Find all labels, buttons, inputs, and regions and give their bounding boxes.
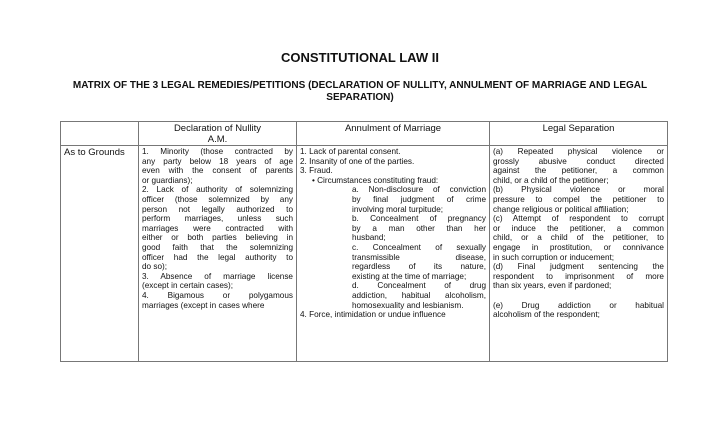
cell-line: regardless of its nature,	[352, 262, 486, 272]
cell-line: 2. Lack of authority of solemnizing	[142, 185, 293, 195]
cell-line: by final judgment of crime	[352, 194, 486, 204]
cell-line: husband;	[352, 233, 386, 243]
cell-line: (except in certain cases);	[142, 281, 234, 291]
cell-annulment-grounds	[297, 146, 490, 362]
cell-line	[493, 291, 664, 301]
cell-line: addiction, habitual alcoholism,	[352, 290, 486, 300]
cell-line: or induce the petitioner, a common	[493, 223, 664, 233]
cell-line: d. Concealment of drug	[352, 281, 486, 291]
header-nullity-title: Declaration of Nullity	[173, 123, 262, 134]
cell-line: • Circumstances constituting fraud:	[312, 175, 439, 185]
header-annulment-of-marriage: Annulment of Marriage	[297, 122, 490, 146]
cell-line: (e) Drug addiction or habitual	[493, 300, 664, 310]
header-nullity-subtitle: A.M.	[207, 134, 228, 145]
cell-line: 2. Insanity of one of the parties.	[300, 156, 415, 166]
header-row	[61, 122, 668, 146]
cell-line: a. Non-disclosure of conviction	[352, 185, 486, 195]
cell-line: 4. Bigamous or polygamous	[142, 290, 293, 300]
cell-line: child, or a child of the petitioner;	[493, 175, 609, 185]
cell-nullity-grounds	[139, 146, 297, 362]
cell-line: alcoholism of the respondent;	[493, 310, 600, 320]
header-declaration-of-nullity	[139, 122, 297, 146]
cell-line: officer (those solemnized by any	[142, 194, 293, 204]
cell-line: c. Concealment of sexually	[352, 242, 486, 252]
cell-line: in such corruption or inducement;	[493, 252, 615, 262]
cell-line: officer had the legal authority to	[142, 252, 293, 262]
cell-line: 1. Lack of parental consent.	[300, 147, 401, 156]
cell-line: 3. Absence of marriage license	[142, 271, 293, 281]
cell-line: marriages were contracted with	[142, 223, 293, 233]
cell-line: 1. Minority (those contracted by	[142, 147, 293, 156]
cell-line: engage in prostitution, or connivance	[493, 242, 664, 252]
cell-line: against the petitioner, a common	[493, 166, 664, 176]
cell-line: perform marriages, unless such	[142, 214, 293, 224]
legal-remedies-matrix	[60, 121, 668, 362]
cell-line: pressure to compel the petitioner to	[493, 194, 664, 204]
cell-line: grossly abusive conduct directed	[493, 156, 664, 166]
cell-line: child, or a child of the petitioner, to	[493, 233, 664, 243]
document-subtitle: MATRIX OF THE 3 LEGAL REMEDIES/PETITIONS (DECLARATION OF NULLITY, ANNULMENT OF MARRIAGE AND LEGAL SEPARATION)	[72, 80, 648, 103]
cell-line: marriages (except in cases where	[142, 300, 265, 310]
header-empty	[61, 122, 139, 146]
cell-line: 3. Fraud.	[300, 166, 333, 176]
cell-line: 4. Force, intimidation or undue influence	[300, 310, 446, 320]
cell-line: person not legally authorized to	[142, 204, 293, 214]
cell-line: than six years, even if pardoned;	[493, 281, 612, 291]
cell-line: respondent to imprisonment of more	[493, 271, 664, 281]
cell-line: change religious or political affiliation;	[493, 204, 629, 214]
cell-line: any party below 18 years of age	[142, 156, 293, 166]
cell-line: transmissible disease,	[352, 252, 486, 262]
cell-line: do so);	[142, 262, 168, 272]
cell-line: homosexuality and lesbianism.	[352, 300, 464, 310]
cell-line: or guardians);	[142, 175, 193, 185]
cell-line: existing at the time of marriage;	[352, 271, 467, 281]
cell-line: even with the consent of parents	[142, 166, 293, 176]
cell-line: good faith that the solemnizing	[142, 242, 293, 252]
cell-line: (a) Repeated physical violence or	[493, 147, 664, 156]
cell-line: involving moral turpitude;	[352, 204, 444, 214]
cell-line: b. Concealment of pregnancy	[352, 214, 486, 224]
header-legal-separation: Legal Separation	[490, 122, 668, 146]
cell-line: (c) Attempt of respondent to corrupt	[493, 214, 664, 224]
cell-line: (b) Physical violence or moral	[493, 185, 664, 195]
cell-line: (d) Final judgment sentencing the	[493, 262, 664, 272]
cell-line: by a man other than her	[352, 223, 486, 233]
cell-separation-grounds	[490, 146, 668, 362]
document-title: CONSTITUTIONAL LAW II	[281, 50, 439, 65]
row-label-grounds: As to Grounds	[61, 146, 139, 362]
cell-line: either or both parties believing in	[142, 233, 293, 243]
table-row	[61, 146, 668, 362]
